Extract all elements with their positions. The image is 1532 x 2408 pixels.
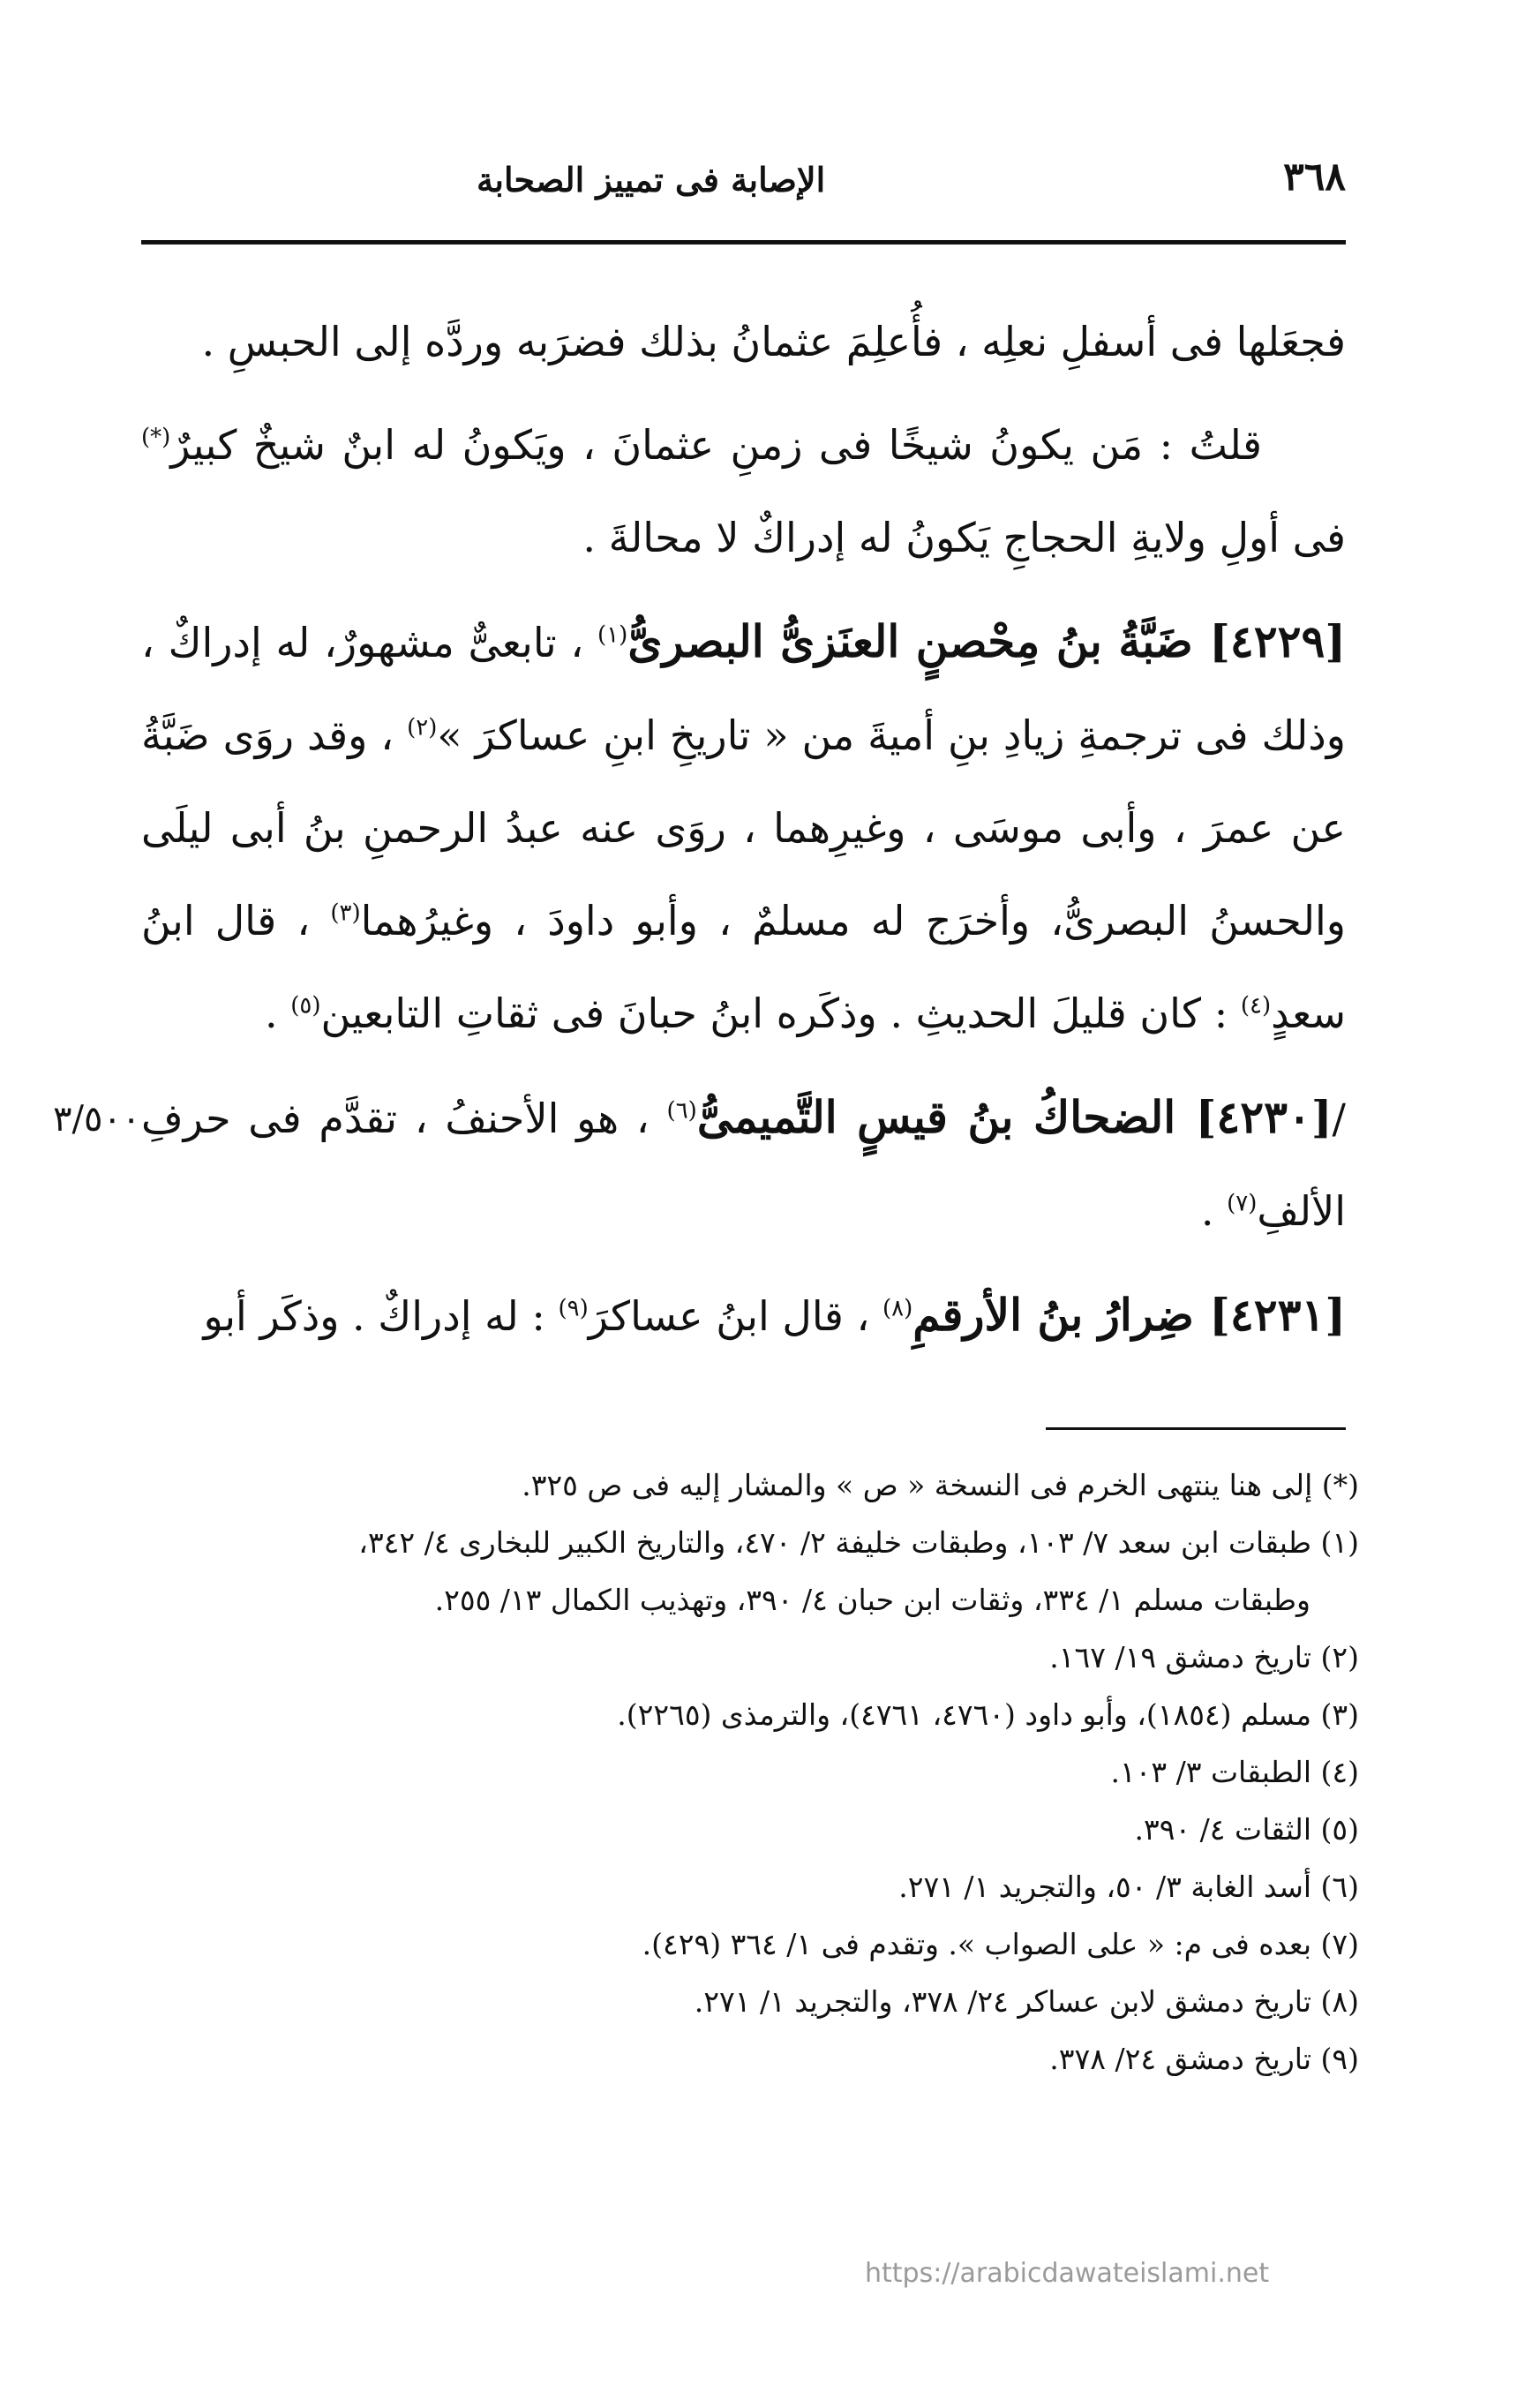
page-break-mark: / — [1332, 1095, 1346, 1142]
entry-4230 — [141, 1071, 1346, 1258]
footnote-marker: (٧) — [1227, 1190, 1258, 1217]
entry-heading: [٤٢٢٩] ضَبَّةُ بنُ مِحْصنٍ العنَزىُّ البصرىُّ — [627, 615, 1347, 667]
page-header — [141, 154, 1346, 216]
footnote-1: (١) طبقات ابن سعد ٧/ ١٠٣، وطبقات خليفة ٢/ ٤٧٠، والتاريخ الكبير للبخارى ٤/ ٣٤٢، — [358, 1525, 1359, 1560]
entry-text: ، تابعىٌّ مشهورٌ، له إدراكٌ ، وذلك فى ترجمةِ زيادِ بنِ أميةَ من « تاريخِ ابنِ عساكرَ » — [141, 619, 1346, 759]
entry-text: ، قال ابنُ سعدٍ — [141, 897, 1346, 1037]
entry-text: : له إدراكٌ . وذكَر أبو — [203, 1292, 545, 1340]
paragraph-2 — [141, 399, 1346, 584]
footnote-marker: (٥) — [290, 992, 321, 1020]
footnote-2: (٢) تاريخ دمشق ١٩/ ١٦٧. — [1049, 1640, 1359, 1674]
entry-heading: [٤٢٣١] ضِرارُ بنُ الأرقمِ — [912, 1289, 1346, 1341]
footnote-3: (٣) مسلم (١٨٥٤)، وأبو داود (٤٧٦٠، ٤٧٦١)، والترمذى (٢٢٦٥). — [617, 1697, 1359, 1732]
footnote-marker: (٤) — [1240, 992, 1272, 1020]
margin-reference: ٣/٥٠٠ — [53, 1099, 141, 1140]
footnote-8: (٨) تاريخ دمشق لابن عساكر ٢٤/ ٣٧٨، والتجريد ١/ ٢٧١. — [694, 1984, 1359, 2019]
entry-heading: [٤٢٣٠] الضحاكُ بنُ قيسٍ التَّميمىُّ — [696, 1091, 1333, 1143]
running-title: الإصابة فى تمييز الصحابة — [477, 160, 826, 199]
footnote-marker: (*) — [141, 424, 171, 451]
entry-text: . — [264, 990, 278, 1037]
footnote-4: (٤) الطبقات ٣/ ١٠٣. — [1110, 1755, 1359, 1789]
footnote-6: (٦) أسد الغابة ٣/ ٥٠، والتجريد ١/ ٢٧١. — [898, 1870, 1359, 1904]
paragraph-2-a: قلتُ : مَن يكونُ شيخًا فى زمنِ عثمانَ ، ويَكونُ له ابنٌ شيخٌ كبيرٌ — [170, 421, 1262, 469]
entry-text: : كان قليلَ الحديثِ . وذكَره ابنُ حبانَ فى ثقاتِ التابعين — [320, 990, 1228, 1037]
footnote-1-continued: وطبقات مسلم ١/ ٣٣٤، وثقات ابن حبان ٤/ ٣٩٠، وتهذيب الكمال ١٣/ ٢٥٥. — [434, 1583, 1310, 1617]
paragraph-1: فجعَلها فى أسفلِ نعلِه ، فأُعلِمَ عثمانُ بذلك فضرَبه وردَّه إلى الحبسِ . — [201, 318, 1346, 365]
footnote-5: (٥) الثقات ٤/ ٣٩٠. — [1134, 1812, 1359, 1847]
footnote-7: (٧) بعده فى م: « على الصواب ». وتقدم فى ١/ ٣٦٤ (٤٢٩). — [642, 1927, 1359, 1961]
footnote-marker: (٢) — [407, 714, 438, 741]
footnote-rule — [1046, 1427, 1346, 1430]
footnotes — [141, 1456, 1359, 2088]
watermark-url: https://arabicdawateislami.net — [865, 2258, 1270, 2289]
entry-text: . — [1200, 1187, 1214, 1235]
entry-text: ، هو الأحنفُ ، تقدَّم فى حرفِ الألفِ — [141, 1095, 1346, 1235]
entry-4229 — [141, 595, 1346, 1060]
entry-4231 — [141, 1268, 1346, 1363]
footnote-marker: (١) — [597, 621, 628, 649]
entry-text: ، وقد روَى ضَبَّةُ عن عمرَ ، وأبى موسَى ، وغيرِهما ، روَى عنه عبدُ الرحمنِ بنُ أبى ليلَى والحسنُ البصرىُّ، وأخرَج له مسلمٌ ، وأبو داودَ ، وغيرُهما — [141, 711, 1346, 944]
footnote-marker: (٦) — [666, 1097, 697, 1125]
footnote-star: (*) إلى هنا ينتهى الخرم فى النسخة « ص » والمشار إليه فى ص ٣٢٥. — [522, 1468, 1359, 1502]
page-number: ٣٦٨ — [1283, 154, 1346, 199]
header-rule — [141, 240, 1346, 245]
footnote-marker: (٨) — [882, 1295, 913, 1322]
footnote-9: (٩) تاريخ دمشق ٢٤/ ٣٧٨. — [1049, 2042, 1359, 2076]
main-text — [141, 296, 1346, 1373]
footnote-marker: (٩) — [558, 1295, 589, 1322]
entry-text: ، قال ابنُ عساكرَ — [588, 1292, 870, 1340]
footnote-marker: (٣) — [330, 899, 361, 927]
paragraph-2-b: فى أولِ ولايةِ الحجاجِ يَكونُ له إدراكٌ لا محالةَ . — [582, 514, 1346, 561]
